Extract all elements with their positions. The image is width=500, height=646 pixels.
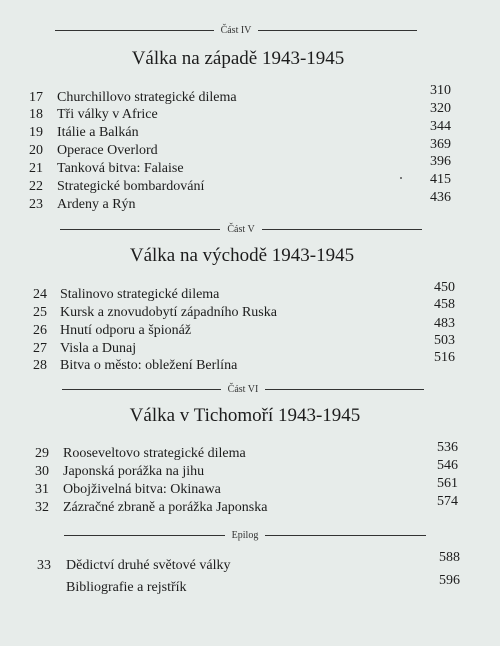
divider: [55, 30, 214, 31]
divider: [258, 30, 417, 31]
page-number: 369: [430, 137, 451, 152]
divider: [60, 229, 220, 230]
chapter-number: 27: [33, 341, 47, 356]
chapter-title: Dědictví druhé světové války: [66, 558, 231, 573]
chapter-title: Bitva o město: obležení Berlína: [60, 358, 238, 373]
chapter-title: Visla a Dunaj: [60, 341, 137, 356]
chapter-title: Rooseveltovo strategické dilema: [63, 446, 246, 461]
page-number: 458: [434, 297, 455, 312]
page-number: 574: [437, 494, 458, 509]
chapter-number: 29: [35, 446, 49, 461]
part-label: Epilog: [231, 529, 259, 541]
chapter-title: Hnutí odporu a špionáž: [60, 323, 192, 338]
page-number: 310: [430, 83, 451, 98]
page-number: 450: [434, 280, 455, 295]
part-label: Část V: [227, 223, 255, 235]
page-number: 415: [430, 172, 451, 187]
chapter-title: Japonská porážka na jihu: [63, 464, 205, 479]
page-number: 536: [437, 440, 458, 455]
chapter-number: 21: [29, 161, 43, 176]
page-number: 483: [434, 316, 455, 331]
chapter-number: 22: [29, 179, 43, 194]
page-number: 596: [439, 573, 460, 588]
epilog-header: [64, 528, 426, 542]
part-iv-header: [55, 23, 417, 37]
chapter-number: 23: [29, 197, 43, 212]
divider: [265, 535, 426, 536]
page-number: 320: [430, 101, 451, 116]
chapter-title: Itálie a Balkán: [57, 125, 139, 140]
page-number: 561: [437, 476, 458, 491]
part-label: Část VI: [227, 383, 259, 395]
chapter-number: 19: [29, 125, 43, 140]
chapter-title: Stalinovo strategické dilema: [60, 287, 220, 302]
chapter-number: 18: [29, 107, 43, 122]
chapter-title: Obojživelná bitva: Okinawa: [63, 482, 221, 497]
chapter-number: 20: [29, 143, 43, 158]
divider: [62, 389, 221, 390]
divider: [64, 535, 225, 536]
section-title-east: Válka na východě 1943-1945: [129, 245, 355, 266]
page-number: 546: [437, 458, 458, 473]
page-number: 588: [439, 550, 460, 565]
part-label: Část IV: [220, 24, 252, 36]
chapter-number: 28: [33, 358, 47, 373]
chapter-number: 31: [35, 482, 49, 497]
page-number: 344: [430, 119, 451, 134]
chapter-title: Strategické bombardování: [57, 179, 205, 194]
page-number: 396: [430, 154, 451, 169]
chapter-title: Kursk a znovudobytí západního Ruska: [60, 305, 277, 320]
part-v-header: [60, 222, 422, 236]
chapter-title: Zázračné zbraně a porážka Japonska: [63, 500, 268, 515]
part-vi-header: [62, 382, 424, 396]
chapter-number: 33: [37, 558, 51, 573]
chapter-title: Churchillovo strategické dilema: [57, 90, 237, 105]
chapter-number: 32: [35, 500, 49, 515]
page-number: 503: [434, 333, 455, 348]
chapter-title: Tři války v Africe: [57, 107, 158, 122]
print-speck: [400, 177, 402, 179]
section-title-pacific: Válka v Tichomoří 1943-1945: [129, 405, 361, 426]
chapter-title: Operace Overlord: [57, 143, 158, 158]
section-title-west: Válka na západě 1943-1945: [131, 48, 345, 69]
chapter-title: Ardeny a Rýn: [57, 197, 136, 212]
page-number: 436: [430, 190, 451, 205]
chapter-number: 25: [33, 305, 47, 320]
divider: [262, 229, 422, 230]
chapter-number: 17: [29, 90, 43, 105]
chapter-number: 24: [33, 287, 47, 302]
chapter-title: Tanková bitva: Falaise: [57, 161, 184, 176]
divider: [265, 389, 424, 390]
chapter-number: 30: [35, 464, 49, 479]
chapter-title: Bibliografie a rejstřík: [66, 580, 187, 595]
page-number: 516: [434, 350, 455, 365]
chapter-number: 26: [33, 323, 47, 338]
